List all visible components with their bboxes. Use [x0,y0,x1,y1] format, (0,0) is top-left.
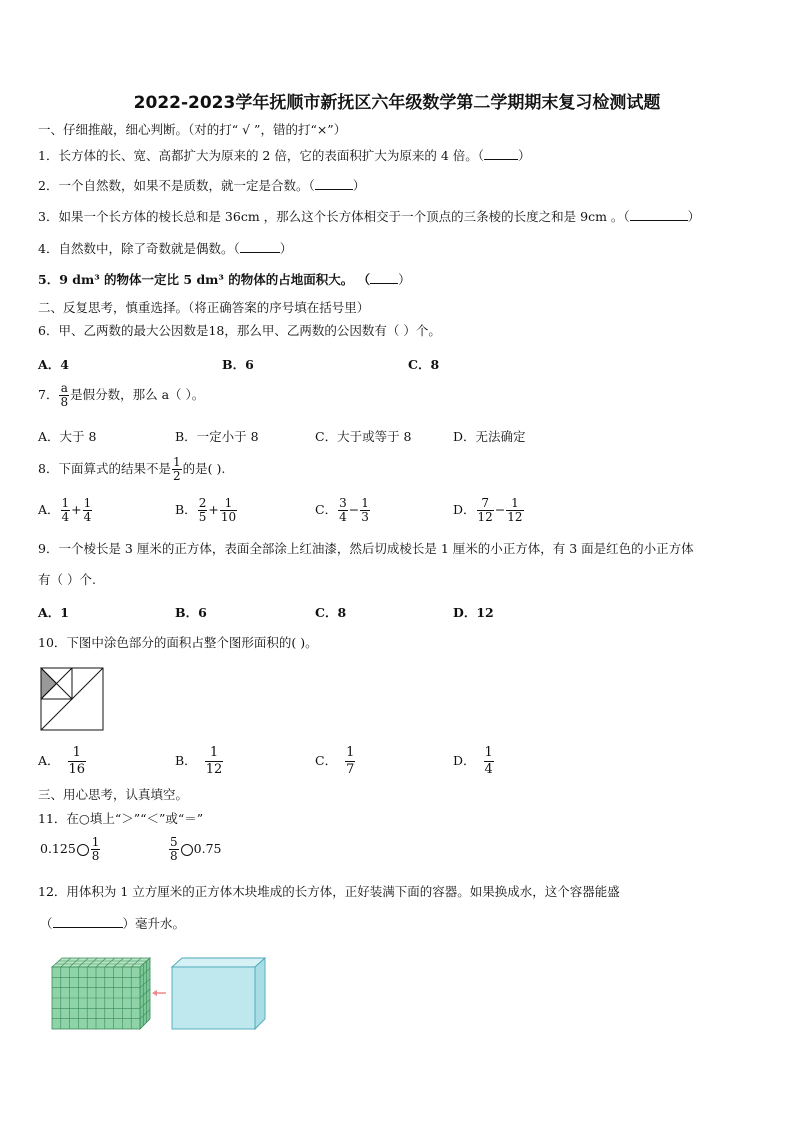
answer-blank-12[interactable] [53,915,123,928]
q11-b-frac [169,836,179,863]
container-top [172,958,265,967]
den: 12 [205,762,223,777]
q8-c-frac1 [338,497,348,524]
den: 5 [198,510,207,524]
num: 1 [506,497,523,511]
question-4-end: ） [279,241,293,256]
q8-frac-num: 1 [172,455,181,469]
q8-c-label: C． [315,502,338,517]
q10-option-a[interactable] [38,745,87,778]
question-1-end: ） [518,148,531,163]
q8-a-op: + [71,502,82,517]
q10-c-frac [345,745,355,778]
q10-square-figure [40,667,104,731]
q8-c-op: − [348,502,360,517]
question-12-line-1: 12．用体积为 1 立方厘米的正方体木块堆成的长方体，正好装满下面的容器。如果换成水，这个容器能盛 [38,884,620,899]
question-4-text: 4．自然数中，除了奇数就是偶数。（ [38,241,240,256]
q12-close: ）毫升水。 [122,916,186,931]
question-2-end: ） [352,178,366,193]
q10-d-label: D． [453,753,476,768]
question-8 [38,456,225,483]
q7-frac-num: a [60,381,68,395]
compare-circle-a[interactable] [77,844,89,856]
compare-circle-b[interactable] [181,844,193,856]
question-6: 6．甲、乙两数的最大公因数是18，那么甲、乙两数的公因数有（ ）个。 [38,323,441,338]
den: 3 [361,510,369,524]
q10-a-frac [68,745,87,778]
arrow-icon [152,990,166,996]
q8-d-frac1 [477,497,494,524]
num: 1 [68,745,87,762]
question-8-text: 8．下面算式的结果不是 [38,461,171,476]
den: 7 [346,762,355,777]
q8-d-op: − [494,502,506,517]
q11-b-right: 0.75 [193,841,222,856]
question-9-line-1: 9．一个棱长是 3 厘米的正方体，表面全部涂上红油漆，然后切成棱长是 1 厘米的小正方体，有 3 面是红色的小正方体 [38,541,694,556]
q8-frac-den: 2 [172,469,181,483]
q10-option-c[interactable] [315,745,356,778]
container-front [172,967,255,1029]
q8-option-b[interactable] [175,497,238,524]
question-3 [38,208,700,225]
page-title: 2022-2023学年抚顺市新抚区六年级数学第二学期期末复习检测试题 [133,93,661,113]
num: 1 [205,745,224,762]
question-7-text: 是假分数，那么 a（ ）。 [70,387,205,402]
answer-blank-4[interactable] [240,240,280,253]
q8-d-label: D． [453,502,476,517]
q8-a-label: A． [38,502,60,517]
q8-b-frac1 [198,497,208,524]
num: 3 [339,496,347,510]
q8-a-frac1 [61,497,71,524]
num: 1 [361,496,369,510]
q10-a-label: A． [38,753,60,768]
q9-option-d[interactable]: D．12 [453,605,494,620]
den: 4 [61,510,70,524]
num: 1 [346,745,355,760]
section-3-heading: 三、用心思考，认真填空。 [38,787,189,802]
num: 5 [170,835,178,849]
q10-option-d[interactable] [453,745,495,778]
num: 2 [198,496,207,510]
q11-item-b [168,836,221,863]
q8-option-c[interactable] [315,497,371,524]
den: 4 [83,510,92,524]
q8-option-a[interactable] [38,497,93,524]
q11-a-frac [91,836,101,863]
q7-fraction [59,382,69,409]
answer-blank-3[interactable] [630,208,688,221]
question-10: 10．下图中涂色部分的面积占整个图形面积的( )。 [38,635,318,650]
question-2 [38,177,365,194]
question-5 [38,271,411,288]
num: 1 [484,745,493,760]
q8-b-op: + [208,502,219,517]
den: 8 [91,849,100,863]
answer-blank-5[interactable] [370,271,398,284]
num: 1 [91,835,100,849]
q8-b-frac2 [220,497,237,524]
q11-a-left: 0.125 [40,841,76,856]
q9-option-b[interactable]: B．6 [175,605,207,620]
question-3-end: ） [687,209,701,224]
question-9-line-2: 有（ ）个. [38,572,96,587]
q6-option-c[interactable]: C．8 [408,357,440,372]
question-7-number: 7． [38,387,59,402]
q12-figure [48,955,273,1035]
q10-d-frac [484,745,494,778]
answer-blank-2[interactable] [315,177,353,190]
container-side [255,958,265,1029]
den: 4 [339,510,347,524]
q8-a-frac2 [83,497,93,524]
cube-stack [52,958,150,1029]
q10-option-b[interactable] [175,745,224,778]
q12-open: （ [40,916,53,931]
answer-blank-1[interactable] [484,147,518,160]
question-2-text: 2．一个自然数，如果不是质数，就一定是合数。（ [38,178,315,193]
q8-fraction [172,456,182,483]
container-box [172,958,265,1029]
question-5-text: 5．9 dm³ 的物体一定比 5 dm³ 的物体的占地面积大。 （ [38,272,371,287]
den: 8 [170,849,178,863]
question-11: 11．在○填上“＞”“＜”或“＝” [38,811,204,826]
den: 12 [477,510,493,524]
num: 1 [83,496,92,510]
q7-frac-den: 8 [60,395,69,409]
q10-c-label: C． [315,753,338,768]
q7-option-b[interactable]: B．一定小于 8 [175,429,259,444]
q7-option-c[interactable]: C．大于或等于 8 [315,429,412,444]
question-4 [38,240,292,257]
question-1-text: 1．长方体的长、宽、高都扩大为原来的 2 倍，它的表面积扩大为原来的 4 倍。（ [38,148,485,163]
num: 1 [220,497,237,511]
q8-d-frac2 [506,497,523,524]
question-8-end: 的是( ). [182,461,226,476]
q8-option-d[interactable] [453,497,525,524]
q6-option-a[interactable]: A．4 [38,357,69,372]
q7-option-d[interactable]: D．无法确定 [453,429,526,444]
section-1-heading: 一、仔细推敲，细心判断。（对的打“ √ ”，错的打“×”） [38,122,347,137]
q8-c-frac2 [360,497,370,524]
q10-b-frac [205,745,224,778]
section-2-heading: 二、反复思考，慎重选择。（将正确答案的序号填在括号里） [38,300,370,315]
den: 12 [507,510,523,524]
q9-option-a[interactable]: A．1 [38,605,69,620]
q10-b-label: B． [175,753,197,768]
den: 4 [484,762,493,777]
question-5-end: ） [398,272,411,287]
q6-option-b[interactable]: B．6 [222,357,254,372]
question-1 [38,147,531,164]
q8-b-label: B． [175,502,197,517]
den: 16 [68,762,86,777]
question-3-text: 3．如果一个长方体的棱长总和是 36cm ，那么这个长方体相交于一个顶点的三条棱的长度之和是 9cm 。（ [38,209,630,224]
q11-item-a [40,836,101,863]
num: 7 [477,497,494,511]
den: 10 [220,510,237,524]
num: 1 [61,496,70,510]
question-12-line-2 [40,915,185,932]
q7-option-a[interactable]: A．大于 8 [38,429,97,444]
question-7 [38,382,204,409]
q9-option-c[interactable]: C．8 [315,605,347,620]
